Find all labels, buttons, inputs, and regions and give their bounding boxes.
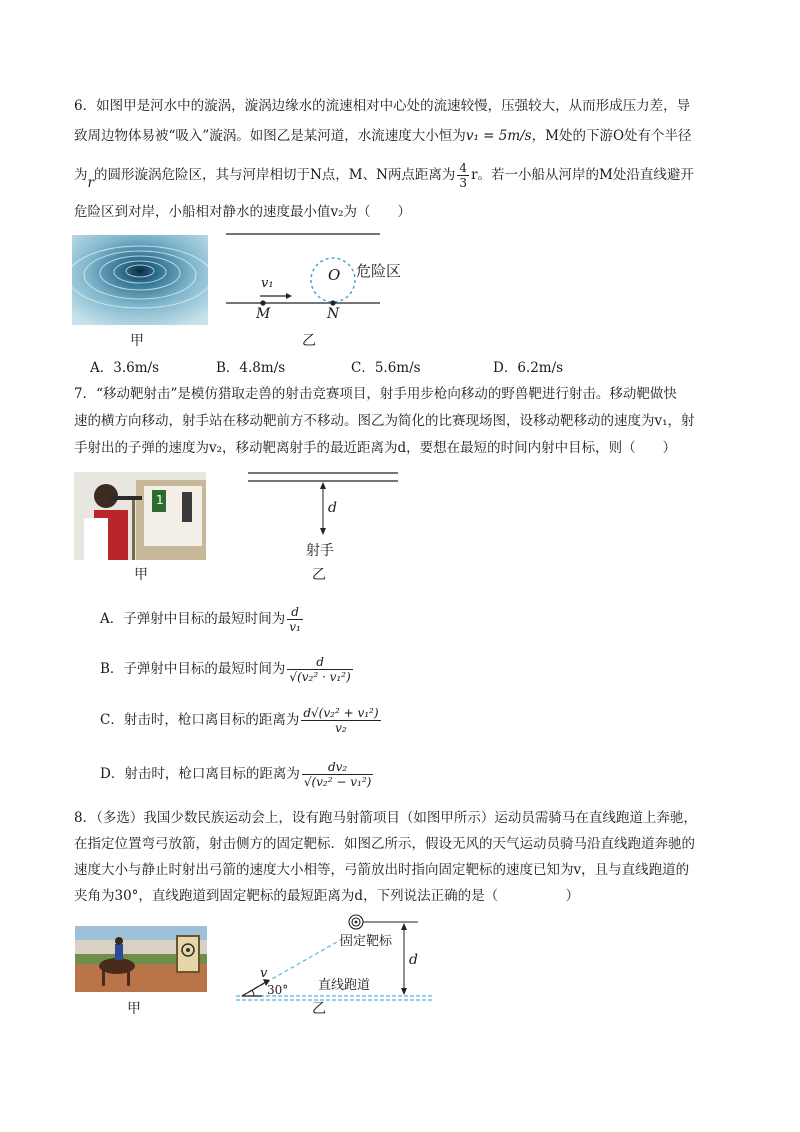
q7-label-d: d [328,500,337,516]
q8-line-1: 8．（多选）我国少数民族运动会上，设有跑马射箭项目（如图甲所示）运动员需骑马在直线跑道上奔驰， [74,810,697,826]
q7-option-d-num: dv₂ [327,760,348,774]
q7-option-d [100,760,375,789]
q6-v1-equation: v₁ = 5m/s [465,128,532,144]
q7-option-c-num: d√(v₂² + v₁²) [303,706,379,720]
q6-fraction-num: 4 [459,161,468,175]
q7-option-b [100,655,355,684]
q6-line-3b: 的圆形漩涡危险区，其与河岸相切于N点，M、N两点距离为 [93,167,456,183]
q7-option-b-num: d [316,655,324,669]
q6-point-N [330,300,335,305]
q6-line-4: 危险区到对岸，小船相对静水的速度最小值v₂为（ ） [74,204,412,220]
q8-track-diagram [232,910,442,1006]
q6-option-d: D．6.2m/s [493,360,564,376]
q7-shooter-photo [74,472,206,560]
q8-caption-b: 乙 [312,1001,326,1017]
q6-caption-b: 乙 [302,333,316,349]
q6-line-2a: 致周边物体易被“吸入”漩涡。如图乙是某河道，水流速度大小恒为 [74,128,466,144]
q6-option-a: A．3.6m/s [90,360,159,376]
q6-point-M [260,300,265,305]
q8-label-track: 直线跑道 [318,978,371,993]
q7-label-shooter: 射手 [306,543,334,559]
q7-caption-b: 乙 [312,567,326,583]
q8-label-v: v [260,966,268,981]
q7-option-c-text: C．射击时，枪口离目标的距离为 [100,712,300,728]
q7-caption-a: 甲 [134,567,148,583]
q7-option-d-text: D．射击时，枪口离目标的距离为 [100,766,300,782]
q6-river-diagram [218,228,408,328]
q7-option-a [100,605,305,634]
q7-option-c-den: v₂ [301,720,380,735]
q6-whirlpool-photo [72,235,208,325]
q6-caption-a: 甲 [130,333,144,349]
q6-label-O: O [328,266,341,284]
q7-range-diagram [246,470,406,580]
q8-line-4: 夹角为30°，直线跑道到固定靶标的最短距离为d，下列说法正确的是（ ） [74,888,580,904]
q8-line-3: 速度大小与静止时射出弓箭的速度大小相等，弓箭放出时指向固定靶标的速度已知为v，且与直线跑道的 [74,862,690,878]
q7-option-c [100,706,383,735]
q6-line-3a: 为 [74,167,88,183]
q6-radius-symbol: r [87,175,94,191]
q7-line-1: 7．“移动靶射击”是模仿猎取走兽的射击竞赛项目，射手用步枪向移动的野兽靶进行射击。移动靶做快 [74,386,677,402]
q6-option-c: C．5.6m/s [351,360,421,376]
q8-line-2: 在指定位置弯弓放箭，射击侧方的固定靶标．如图乙所示，假设无风的天气运动员骑马沿直线跑道奔驰的 [74,836,695,852]
q8-label-target: 固定靶标 [340,934,393,949]
q6-line-2b: ，M处的下游O处有个半径 [531,128,692,144]
q6-option-b: B．4.8m/s [216,360,286,376]
q6-line-3 [74,161,694,190]
q7-option-b-den: √(v₂² · v₁²) [289,670,351,684]
q6-line-1: 6．如图甲是河水中的漩涡，漩涡边缘水的流速相对中心处的流速较慢，压强较大，从而形成压力差，导 [74,98,691,114]
q6-fraction [457,161,469,190]
q6-label-M: M [256,306,271,322]
q7-line-2: 速的横方向移动，射手站在移动靶前方不移动。图乙为简化的比赛现场图，设移动靶移动的速度为v₁，射 [74,413,695,429]
q8-caption-a: 甲 [127,1001,141,1017]
q7-line-3: 手射出的子弹的速度为v₂，移动靶离射手的最近距离为d，要想在最短的时间内射中目标，则（ ） [74,440,677,456]
q8-horse-archery-photo [75,926,207,992]
q8-label-d: d [409,952,418,968]
q6-label-N: N [327,306,340,322]
q7-target-number: 1 [156,493,164,507]
q7-option-a-num: d [291,605,299,619]
q7-option-a-text: A．子弹射中目标的最短时间为 [100,611,286,627]
q6-line-2 [74,126,692,146]
q6-label-danger: 危险区 [356,262,402,280]
q7-option-a-den: v₁ [289,620,301,634]
q7-option-b-text: B．子弹射中目标的最短时间为 [100,661,286,677]
q6-fraction-den: 3 [459,176,468,190]
q7-option-d-den: √(v₂² − v₁²) [303,775,372,789]
q6-line-3c: r。若一小船从河岸的M处沿直线避开 [471,167,694,183]
q8-label-angle: 30° [267,983,289,997]
q6-label-v1: v₁ [261,276,274,291]
